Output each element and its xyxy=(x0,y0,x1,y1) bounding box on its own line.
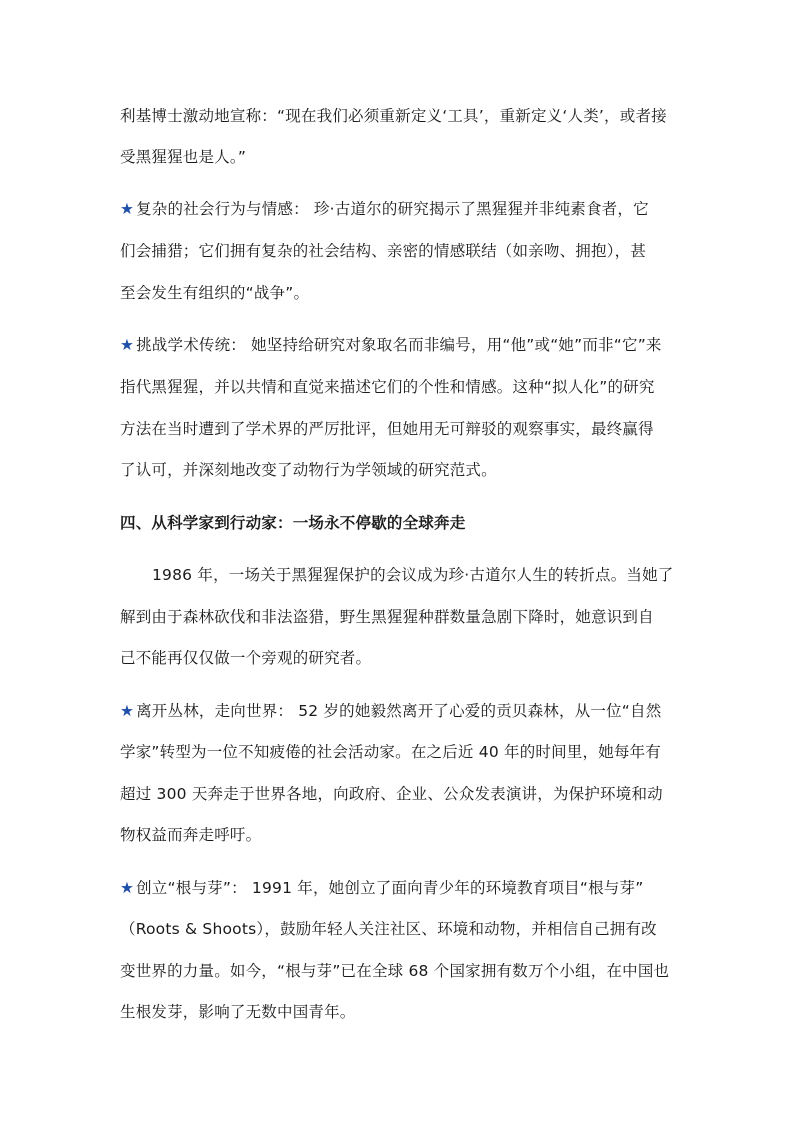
paragraph-1986-line: 解到由于森林砍伐和非法盗猎，野生黑猩猩种群数量急剧下降时，她意识到自 xyxy=(120,608,654,626)
bullet-leave-line: 物权益而奔走呼吁。 xyxy=(120,826,262,844)
bullet-roots-line: （Roots & Shoots），鼓励年轻人关注社区、环境和动物，并相信自己拥有改 xyxy=(120,920,657,938)
bullet-social-line: 至会发生有组织的“战争”。 xyxy=(120,284,310,302)
bullet-tradition-text: 挑战学术传统： 她坚持给研究对象取名而非编号，用“他”或“她”而非“它”来 xyxy=(136,336,662,354)
bullet-leave-line: 学家”转型为一位不知疲倦的社会活动家。在之后近 40 年的时间里，她每年有 xyxy=(120,743,662,761)
section-heading: 四、从科学家到行动家：一场永不停歇的全球奔走 xyxy=(120,514,466,532)
intro-paragraph-line: 受黑猩猩也是人。” xyxy=(120,148,247,166)
star-bullet-icon: ★ xyxy=(120,336,135,354)
bullet-roots-line: 变世界的力量。如今，“根与芽”已在全球 68 个国家拥有数万个小组，在中国也 xyxy=(120,962,670,980)
bullet-leave-line xyxy=(120,700,680,722)
bullet-tradition-line xyxy=(120,334,680,356)
star-bullet-icon: ★ xyxy=(120,702,135,720)
bullet-roots-line: 生根发芽，影响了无数中国青年。 xyxy=(120,1003,356,1021)
intro-paragraph-line: 利基博士激动地宣称：“现在我们必须重新定义‘工具’，重新定义‘人类’，或者接 xyxy=(120,107,667,125)
bullet-tradition-line: 指代黑猩猩，并以共情和直觉来描述它们的个性和情感。这种“拟人化”的研究 xyxy=(120,378,655,396)
bullet-roots-text: 创立“根与芽”： 1991 年，她创立了面向青少年的环境教育项目“根与芽” xyxy=(136,879,644,897)
paragraph-1986-line: 己不能再仅仅做一个旁观的研究者。 xyxy=(120,649,372,667)
bullet-roots-line xyxy=(120,877,680,899)
paragraph-1986-line: 1986 年，一场关于黑猩猩保护的会议成为珍·古道尔人生的转折点。当她了 xyxy=(152,566,674,584)
bullet-tradition-line: 方法在当时遭到了学术界的严厉批评，但她用无可辩驳的观察事实，最终赢得 xyxy=(120,420,654,438)
star-bullet-icon: ★ xyxy=(120,200,135,218)
bullet-leave-text: 离开丛林，走向世界： 52 岁的她毅然离开了心爱的贡贝森林，从一位“自然 xyxy=(136,702,662,720)
bullet-social-line xyxy=(120,198,680,220)
bullet-social-text: 复杂的社会行为与情感： 珍·古道尔的研究揭示了黑猩猩并非纯素食者，它 xyxy=(136,200,649,218)
bullet-leave-line: 超过 300 天奔走于世界各地，向政府、企业、公众发表演讲，为保护环境和动 xyxy=(120,785,663,803)
bullet-social-line: 们会捕猎；它们拥有复杂的社会结构、亲密的情感联结（如亲吻、拥抱），甚 xyxy=(120,242,647,260)
star-bullet-icon: ★ xyxy=(120,879,135,897)
bullet-tradition-line: 了认可，并深刻地改变了动物行为学领域的研究范式。 xyxy=(120,461,497,479)
